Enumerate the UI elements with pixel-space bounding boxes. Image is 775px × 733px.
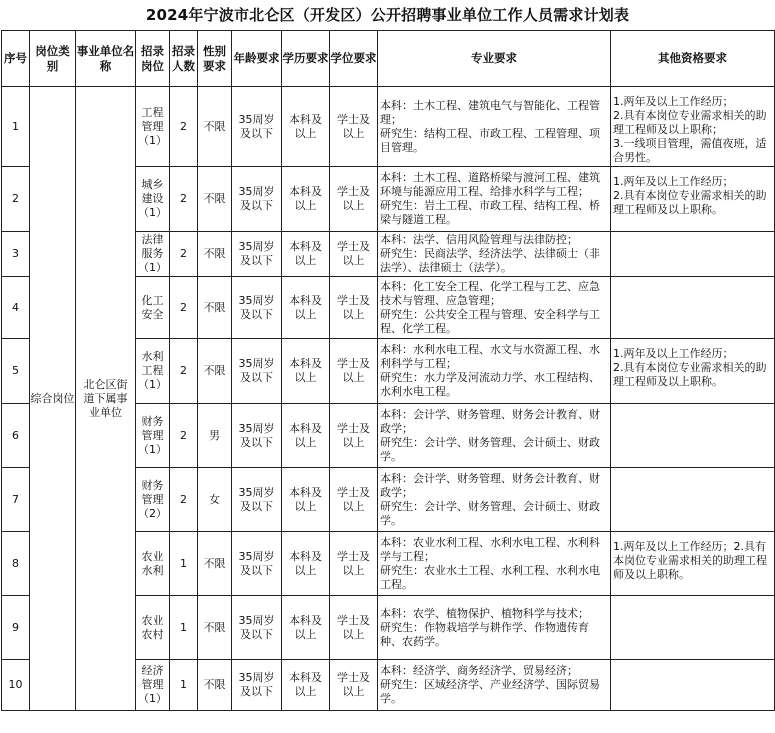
recruitment-table xyxy=(1,30,775,711)
header-major: 专业要求 xyxy=(378,31,611,87)
age-cell: 35周岁及以下 xyxy=(232,596,282,660)
education-cell: 本科及以上 xyxy=(282,87,330,167)
gender-cell: 不限 xyxy=(198,660,232,711)
major-line: 本科：化工安全工程、化学工程与工艺、应急技术与管理、应急管理； xyxy=(380,279,600,307)
education-cell: 本科及以上 xyxy=(282,468,330,532)
gender-cell: 不限 xyxy=(198,277,232,339)
position-cell: 财务管理（2） xyxy=(136,468,170,532)
degree-cell: 学士及以上 xyxy=(330,277,378,339)
major-cell xyxy=(378,596,611,660)
position-cell: 水利工程（1） xyxy=(136,339,170,404)
degree-cell: 学士及以上 xyxy=(330,596,378,660)
major-cell xyxy=(378,87,611,167)
education-cell: 本科及以上 xyxy=(282,339,330,404)
other-cell xyxy=(611,167,775,232)
other-line: 1.两年及以上工作经历； xyxy=(613,175,734,188)
position-cell: 工程管理（1） xyxy=(136,87,170,167)
unit-cell: 北仑区街道下属事业单位 xyxy=(76,87,136,711)
table-row xyxy=(2,87,775,167)
seq-cell: 1 xyxy=(2,87,30,167)
header-position: 招录岗位 xyxy=(136,31,170,87)
education-cell: 本科及以上 xyxy=(282,277,330,339)
education-cell: 本科及以上 xyxy=(282,167,330,232)
major-line: 研究生：会计学、财务管理、会计硕士、财政学。 xyxy=(380,499,600,527)
degree-cell: 学士及以上 xyxy=(330,232,378,277)
header-education: 学历要求 xyxy=(282,31,330,87)
table-body xyxy=(2,87,775,711)
gender-cell: 不限 xyxy=(198,596,232,660)
education-cell: 本科及以上 xyxy=(282,232,330,277)
other-line: 2.具有本岗位专业需求相关的助理工程师及以上职称； xyxy=(613,109,767,136)
header-other: 其他资格要求 xyxy=(611,31,775,87)
count-cell: 1 xyxy=(170,532,198,596)
count-cell: 2 xyxy=(170,87,198,167)
major-line: 本科：法学、信用风险管理与法律防控； xyxy=(380,233,578,246)
major-line: 研究生：岩土工程、市政工程、结构工程、桥梁与隧道工程。 xyxy=(380,199,600,226)
count-cell: 1 xyxy=(170,596,198,660)
count-cell: 2 xyxy=(170,404,198,468)
seq-cell: 6 xyxy=(2,404,30,468)
position-cell: 财务管理（1） xyxy=(136,404,170,468)
count-cell: 2 xyxy=(170,232,198,277)
other-cell xyxy=(611,232,775,277)
major-cell xyxy=(378,232,611,277)
age-cell: 35周岁及以下 xyxy=(232,404,282,468)
degree-cell: 学士及以上 xyxy=(330,404,378,468)
header-age: 年龄要求 xyxy=(232,31,282,87)
other-cell xyxy=(611,660,775,711)
position-cell: 法律服务（1） xyxy=(136,232,170,277)
education-cell: 本科及以上 xyxy=(282,660,330,711)
seq-cell: 5 xyxy=(2,339,30,404)
count-cell: 2 xyxy=(170,339,198,404)
other-cell xyxy=(611,404,775,468)
education-cell: 本科及以上 xyxy=(282,404,330,468)
seq-cell: 8 xyxy=(2,532,30,596)
major-line: 本科：土木工程、道路桥梁与渡河工程、建筑环境与能源应用工程、给排水科学与工程； xyxy=(380,171,600,198)
gender-cell: 不限 xyxy=(198,167,232,232)
age-cell: 35周岁及以下 xyxy=(232,468,282,532)
major-cell xyxy=(378,532,611,596)
other-cell xyxy=(611,596,775,660)
gender-cell: 不限 xyxy=(198,232,232,277)
other-line: 2.具有本岗位专业需求相关的助理工程师及以上职称。 xyxy=(613,189,767,216)
other-cell xyxy=(611,87,775,167)
count-cell: 1 xyxy=(170,660,198,711)
education-cell: 本科及以上 xyxy=(282,596,330,660)
header-seq: 序号 xyxy=(2,31,30,87)
major-cell xyxy=(378,167,611,232)
age-cell: 35周岁及以下 xyxy=(232,87,282,167)
other-line: 1.两年及以上工作经历； xyxy=(613,95,734,108)
degree-cell: 学士及以上 xyxy=(330,532,378,596)
major-cell xyxy=(378,660,611,711)
position-cell: 化工安全 xyxy=(136,277,170,339)
major-line: 本科：经济学、商务经济学、贸易经济； xyxy=(380,664,578,677)
seq-cell: 10 xyxy=(2,660,30,711)
other-cell xyxy=(611,532,775,596)
seq-cell: 4 xyxy=(2,277,30,339)
age-cell: 35周岁及以下 xyxy=(232,232,282,277)
major-line: 研究生：会计学、财务管理、会计硕士、财政学。 xyxy=(380,435,600,463)
other-cell xyxy=(611,277,775,339)
position-cell: 农业水利 xyxy=(136,532,170,596)
count-cell: 2 xyxy=(170,167,198,232)
seq-cell: 3 xyxy=(2,232,30,277)
other-line: 2.具有本岗位专业需求相关的助理工程师及以上职称。 xyxy=(613,361,767,388)
degree-cell: 学士及以上 xyxy=(330,468,378,532)
other-line: 1.两年及以上工作经历； xyxy=(613,347,734,360)
other-line: 1.两年及以上工作经历；2.具有本岗位专业需求相关的助理工程师及以上职称。 xyxy=(613,540,767,581)
other-cell xyxy=(611,468,775,532)
count-cell: 2 xyxy=(170,277,198,339)
major-line: 本科：会计学、财务管理、财务会计教育、财政学； xyxy=(380,407,600,435)
major-line: 研究生：水力学及河流动力学、水工程结构、水利水电工程。 xyxy=(380,371,600,398)
major-line: 本科：会计学、财务管理、财务会计教育、财政学； xyxy=(380,471,600,499)
gender-cell: 不限 xyxy=(198,532,232,596)
major-line: 本科：农业水利工程、水利水电工程、水利科学与工程； xyxy=(380,535,600,563)
degree-cell: 学士及以上 xyxy=(330,660,378,711)
education-cell: 本科及以上 xyxy=(282,532,330,596)
major-cell xyxy=(378,277,611,339)
header-degree: 学位要求 xyxy=(330,31,378,87)
header-gender: 性别要求 xyxy=(198,31,232,87)
position-cell: 城乡建设（1） xyxy=(136,167,170,232)
age-cell: 35周岁及以下 xyxy=(232,660,282,711)
major-line: 研究生：区域经济学、产业经济学、国际贸易学。 xyxy=(380,678,600,705)
position-cell: 经济管理（1） xyxy=(136,660,170,711)
major-line: 本科：水利水电工程、水文与水资源工程、水利科学与工程； xyxy=(380,343,600,370)
major-line: 研究生：公共安全工程与管理、安全科学与工程、化学工程。 xyxy=(380,307,600,335)
major-line: 本科：土木工程、建筑电气与智能化、工程管理； xyxy=(380,98,600,126)
gender-cell: 男 xyxy=(198,404,232,468)
major-line: 研究生：作物栽培学与耕作学、作物遗传育种、农药学。 xyxy=(380,620,589,648)
gender-cell: 不限 xyxy=(198,339,232,404)
category-cell: 综合岗位 xyxy=(30,87,76,711)
seq-cell: 9 xyxy=(2,596,30,660)
major-cell xyxy=(378,404,611,468)
major-line: 研究生：结构工程、市政工程、工程管理、项目管理。 xyxy=(380,126,600,154)
other-line: 3.一线项目管理，需值夜班，适合男性。 xyxy=(613,137,767,164)
header-row xyxy=(2,31,775,87)
major-cell xyxy=(378,468,611,532)
count-cell: 2 xyxy=(170,468,198,532)
age-cell: 35周岁及以下 xyxy=(232,339,282,404)
gender-cell: 女 xyxy=(198,468,232,532)
gender-cell: 不限 xyxy=(198,87,232,167)
degree-cell: 学士及以上 xyxy=(330,167,378,232)
age-cell: 35周岁及以下 xyxy=(232,277,282,339)
header-unit: 事业单位名称 xyxy=(76,31,136,87)
document-title: 2024年宁波市北仑区（开发区）公开招聘事业单位工作人员需求计划表 xyxy=(145,6,630,24)
position-cell: 农业农村 xyxy=(136,596,170,660)
major-cell xyxy=(378,339,611,404)
other-cell xyxy=(611,339,775,404)
age-cell: 35周岁及以下 xyxy=(232,532,282,596)
header-category: 岗位类别 xyxy=(30,31,76,87)
seq-cell: 2 xyxy=(2,167,30,232)
major-line: 研究生：民商法学、经济法学、法律硕士（非法学）、法律硕士（法学）。 xyxy=(380,247,600,274)
seq-cell: 7 xyxy=(2,468,30,532)
major-line: 研究生：农业水土工程、水利工程、水利水电工程。 xyxy=(380,563,600,591)
degree-cell: 学士及以上 xyxy=(330,339,378,404)
major-line: 本科：农学、植物保护、植物科学与技术； xyxy=(380,606,589,620)
degree-cell: 学士及以上 xyxy=(330,87,378,167)
age-cell: 35周岁及以下 xyxy=(232,167,282,232)
header-count: 招录人数 xyxy=(170,31,198,87)
